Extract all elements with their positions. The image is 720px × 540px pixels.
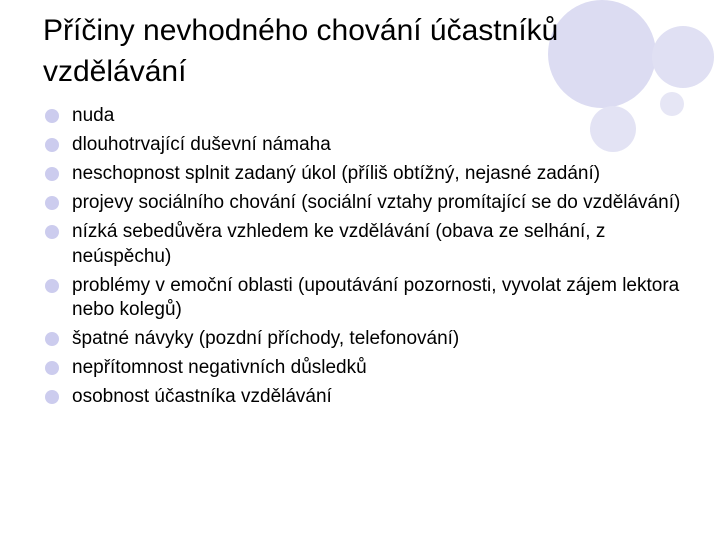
bullet-icon	[45, 138, 59, 152]
bullet-icon	[45, 279, 59, 293]
list-item-text: osobnost účastníka vzdělávání	[72, 386, 332, 407]
slide-title: Příčiny nevhodného chování účastníků vzdělávání	[43, 14, 559, 88]
list-item-text: neschopnost splnit zadaný úkol (příliš obtížný, nejasné zadání)	[72, 163, 601, 184]
bullet-icon	[45, 361, 59, 375]
list-item	[44, 191, 684, 216]
list-item	[44, 220, 684, 269]
list-item	[44, 104, 684, 129]
list-item	[44, 327, 684, 352]
bullet-icon	[45, 225, 59, 239]
list-item-text: projevy sociálního chování (sociální vztahy promítající se do vzdělávání)	[72, 192, 681, 213]
list-item	[44, 356, 684, 381]
decorative-circle-right	[652, 26, 714, 88]
list-item	[44, 162, 684, 187]
bullet-icon	[45, 332, 59, 346]
list-item	[44, 133, 684, 158]
list-item	[44, 385, 684, 410]
bullet-icon	[45, 196, 59, 210]
list-item-text: špatné návyky (pozdní příchody, telefonování)	[72, 328, 460, 349]
list-item	[44, 274, 684, 323]
list-item-text: nuda	[72, 105, 115, 126]
bullet-list	[44, 104, 684, 414]
list-item-text: problémy v emoční oblasti (upoutávání pozornosti, vyvolat zájem lektora nebo kolegů)	[72, 274, 680, 320]
list-item-text: nepřítomnost negativních důsledků	[72, 357, 367, 378]
bullet-icon	[45, 109, 59, 123]
bullet-icon	[45, 390, 59, 404]
bullet-icon	[45, 167, 59, 181]
list-item-text: nízká sebedůvěra vzhledem ke vzdělávání (obava ze selhání, z neúspěchu)	[72, 221, 606, 267]
list-item-text: dlouhotrvající duševní námaha	[72, 134, 331, 155]
